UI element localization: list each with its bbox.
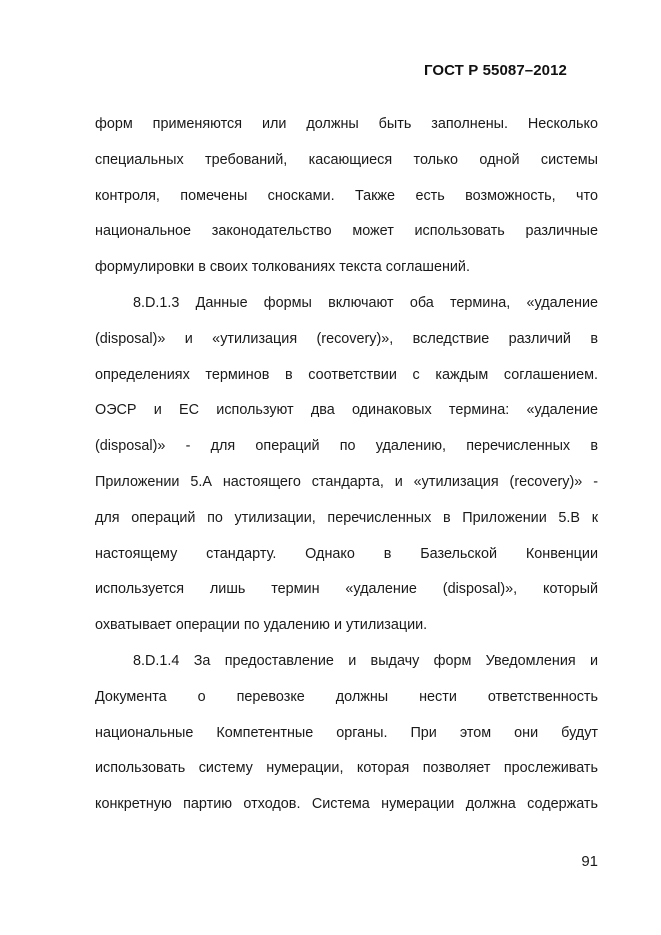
text-line: 8.D.1.3 Данные формы включают оба термина, «удаление [133, 294, 598, 311]
text-line: специальных требований, касающиеся только одной системы [95, 151, 598, 168]
text-line: (disposal)» и «утилизация (recovery)», вследствие различий в [95, 330, 598, 347]
page-number: 91 [581, 853, 598, 870]
text-line: (disposal)» - для операций по удалению, перечисленных в [95, 438, 598, 455]
paragraph-8d13 [95, 286, 598, 644]
text-line: настоящему стандарту. Однако в Базельской Конвенции [95, 545, 598, 562]
text-line: Приложении 5.А настоящего стандарта, и «утилизация (recovery)» - [95, 473, 598, 490]
paragraph-continuation [95, 107, 598, 286]
text-line: 8.D.1.4 За предоставление и выдачу форм Уведомления и [133, 652, 598, 669]
text-line: конкретную партию отходов. Система нумерации должна содержать [95, 796, 598, 813]
text-line: ОЭСР и ЕС используют два одинаковых термина: «удаление [95, 402, 598, 419]
text-line: использовать систему нумерации, которая позволяет прослеживать [95, 760, 598, 777]
text-line: используется лишь термин «удаление (disposal)», который [95, 581, 598, 598]
standard-header: ГОСТ Р 55087–2012 [423, 62, 567, 79]
text-line: охватывает операции по удалению и утилизации. [95, 617, 428, 634]
paragraph-8d14 [95, 644, 598, 823]
text-line: для операций по утилизации, перечисленных в Приложении 5.В к [95, 509, 598, 526]
text-line: Документа о перевозке должны нести ответственность [95, 688, 598, 705]
text-line: национальные Компетентные органы. При этом они будут [95, 724, 598, 741]
text-line: определениях терминов в соответствии с каждым соглашением. [95, 366, 598, 383]
text-line: формулировки в своих толкованиях текста соглашений. [95, 259, 470, 276]
text-line: контроля, помечены сносками. Также есть возможность, что [95, 187, 598, 204]
body-text [95, 107, 598, 823]
text-line: национальное законодательство может использовать различные [95, 223, 598, 240]
text-line: форм применяются или должны быть заполнены. Несколько [95, 116, 598, 132]
